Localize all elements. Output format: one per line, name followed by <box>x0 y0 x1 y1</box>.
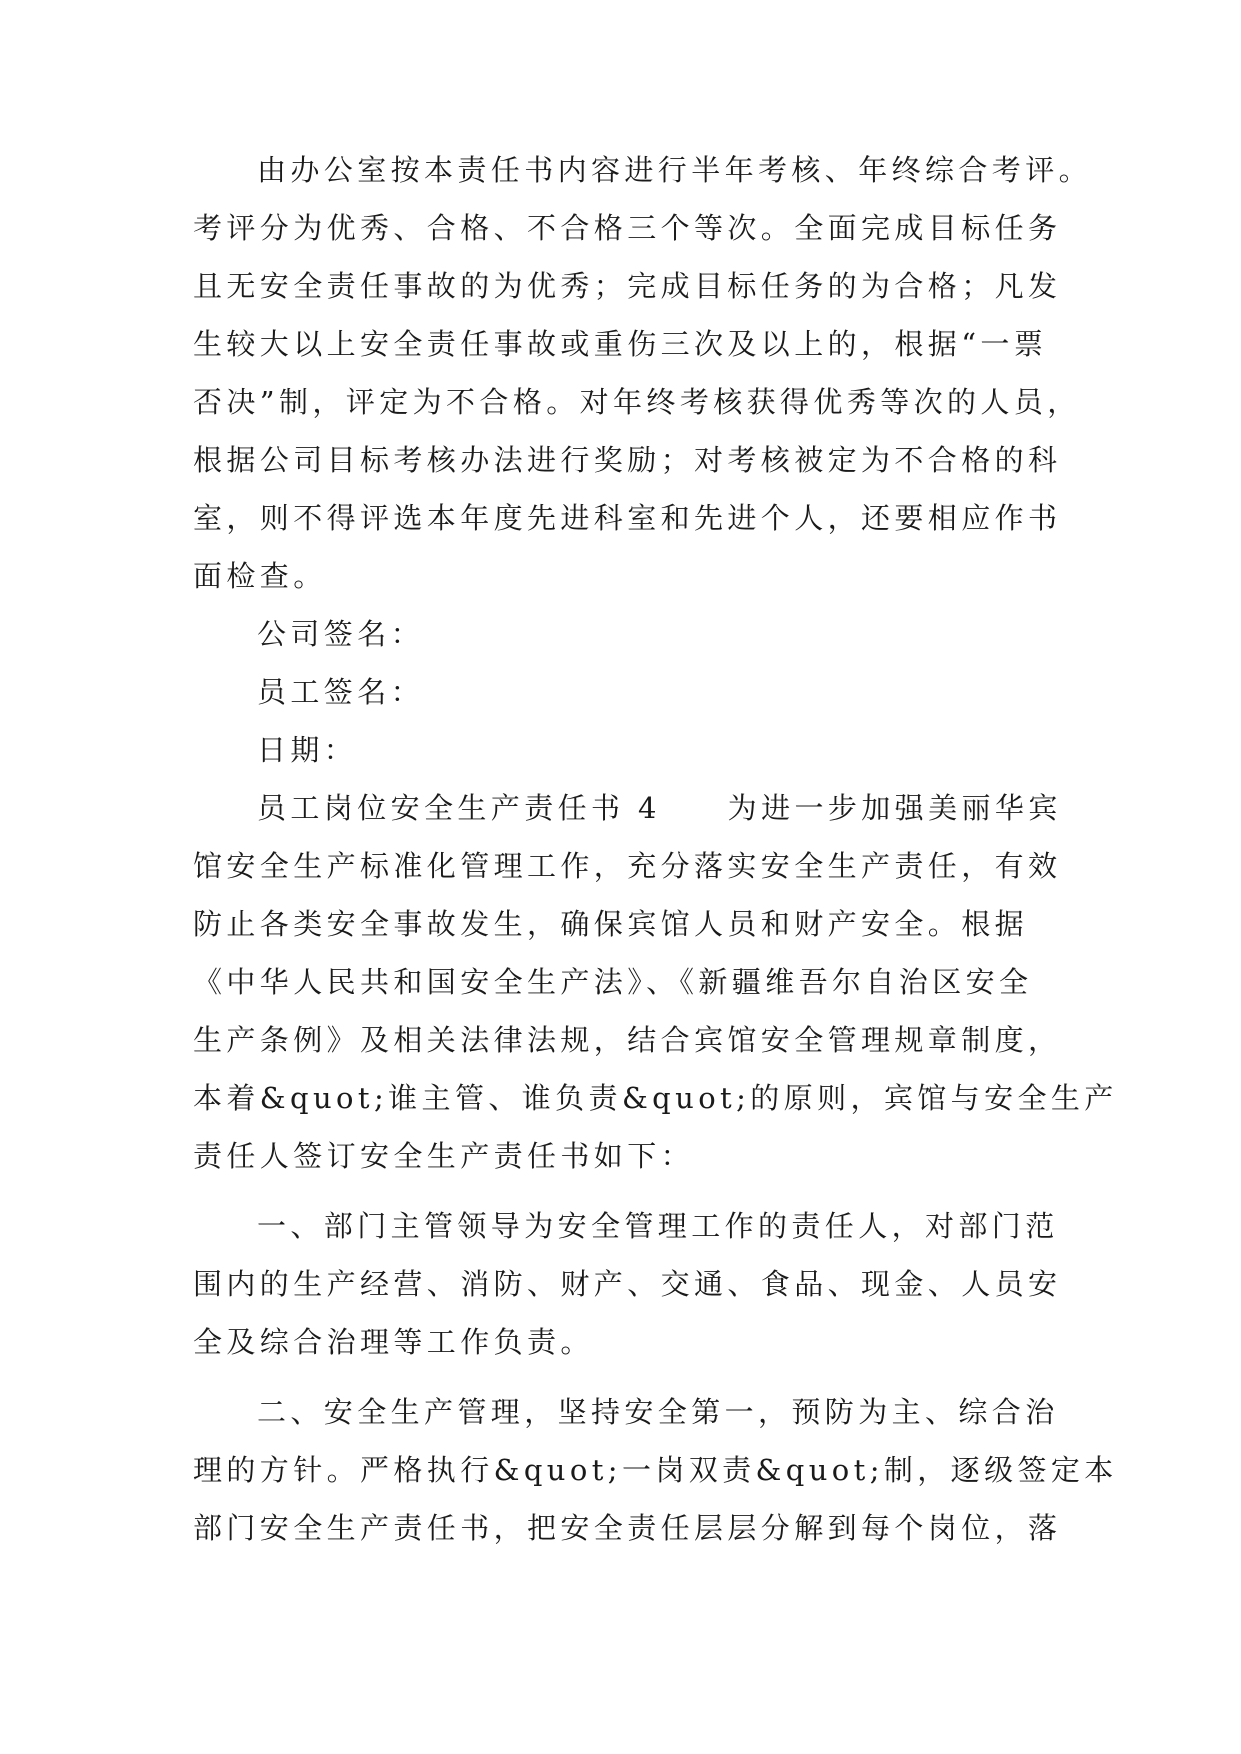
text-line: 否决”制，评定为不合格。对年终考核获得优秀等次的人员， <box>193 385 1081 419</box>
section-title-line: 员工岗位安全生产责任书 4 为进一步加强美丽华宾 <box>257 791 1062 825</box>
text-line: 责任人签订安全生产责任书如下： <box>193 1139 695 1173</box>
text-line: 部门安全生产责任书，把安全责任层层分解到每个岗位，落 <box>193 1511 1062 1545</box>
text-line: 理的方针。严格执行&quot;一岗双责&quot;制，逐级签定本 <box>193 1453 1118 1487</box>
text-line: 二、安全生产管理，坚持安全第一，预防为主、综合治 <box>257 1395 1059 1429</box>
text-line: 《中华人民共和国安全生产法》、《新疆维吾尔自治区安全 <box>193 965 1033 999</box>
text-line: 一、部门主管领导为安全管理工作的责任人，对部门范 <box>257 1209 1059 1243</box>
company-signature-label: 公司签名： <box>257 617 425 651</box>
text-line: 考评分为优秀、合格、不合格三个等次。全面完成目标任务 <box>193 211 1062 245</box>
text-line: 本着&quot;谁主管、谁负责&quot;的原则，宾馆与安全生产 <box>193 1081 1118 1115</box>
employee-signature-label: 员工签名： <box>257 675 425 709</box>
text-line: 围内的生产经营、消防、财产、交通、食品、现金、人员安 <box>193 1267 1062 1301</box>
text-line: 生产条例》及相关法律法规，结合宾馆安全管理规章制度， <box>193 1023 1062 1057</box>
text-line: 且无安全责任事故的为优秀；完成目标任务的为合格；凡发 <box>193 269 1062 303</box>
text-line: 全及综合治理等工作负责。 <box>193 1325 594 1359</box>
text-line: 防止各类安全事故发生，确保宾馆人员和财产安全。根据 <box>193 907 1029 941</box>
date-label: 日期： <box>257 733 358 767</box>
text-line: 由办公室按本责任书内容进行半年考核、年终综合考评。 <box>257 153 1093 187</box>
text-line: 面检查。 <box>193 559 327 593</box>
text-line: 馆安全生产标准化管理工作，充分落实安全生产责任，有效 <box>193 849 1062 883</box>
text-line: 室，则不得评选本年度先进科室和先进个人，还要相应作书 <box>193 501 1062 535</box>
text-line: 生较大以上安全责任事故或重伤三次及以上的，根据“一票 <box>193 327 1048 361</box>
text-line: 根据公司目标考核办法进行奖励；对考核被定为不合格的科 <box>193 443 1062 477</box>
